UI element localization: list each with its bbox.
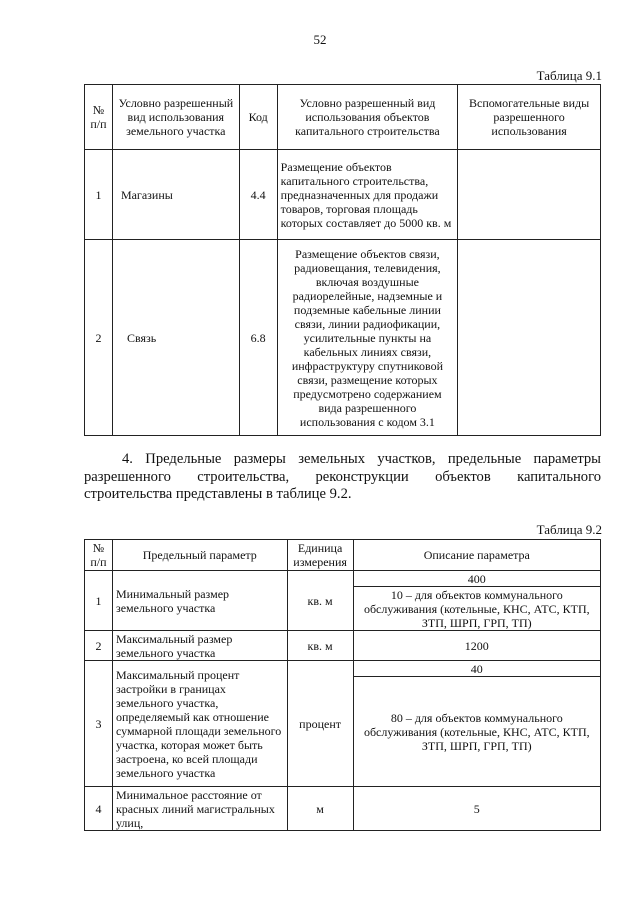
cell-aux <box>458 240 601 436</box>
cell-desc: 80 – для объектов коммунального обслуживания (котельные, КНС, АТС, КТП, ЗТП, ШРП, ГРП, ТП) <box>353 677 600 787</box>
cell-num: 4 <box>85 787 113 831</box>
cell-unit: кв. м <box>287 571 353 631</box>
cell-capital: Размещение объектов связи, радиовещания, телевидения, включая воздушные радиорелейные, надземные и подземные кабельные линии связи, линии радиофикации, усилительные пункты на кабельных линиях связи, инфраструктуру спутниковой связи, размещение которых предусмотрено содержанием вида разрешенного использования с кодом 3.1 <box>277 240 458 436</box>
cell-param: Минимальный размер земельного участка <box>112 571 287 631</box>
paragraph: 4. Предельные размеры земельных участков, предельные параметры разрешенного строительства, реконструкции объектов капитального строительства представлены в таблице 9.2. <box>84 451 601 502</box>
cell-num: 1 <box>85 571 113 631</box>
table-row <box>85 150 601 240</box>
table-header-row <box>85 540 601 571</box>
header-capital: Условно разрешенный вид использования объектов капитального строительства <box>277 85 458 150</box>
header-desc: Описание параметра <box>353 540 600 571</box>
header-use: Условно разрешенный вид использования земельного участка <box>112 85 239 150</box>
cell-use: Связь <box>112 240 239 436</box>
header-num: № п/п <box>85 85 113 150</box>
table-row <box>85 631 601 661</box>
cell-code: 6.8 <box>239 240 277 436</box>
cell-desc: 10 – для объектов коммунального обслуживания (котельные, КНС, АТС, КТП, ЗТП, ШРП, ГРП, ТП) <box>353 587 600 631</box>
cell-unit: процент <box>287 661 353 787</box>
cell-num: 2 <box>85 240 113 436</box>
table-caption: Таблица 9.1 <box>536 68 602 83</box>
header-num: № п/п <box>85 540 113 571</box>
cell-unit: м <box>287 787 353 831</box>
cell-num: 1 <box>85 150 113 240</box>
cell-param: Минимальное расстояние от красных линий магистральных улиц, <box>112 787 287 831</box>
table-header-row <box>85 85 601 150</box>
cell-param: Максимальный процент застройки в границах земельного участка, определяемый как отношение суммарной площади земельного участка, которая может быть застроена, ко всей площади земельного участка <box>112 661 287 787</box>
cell-code: 4.4 <box>239 150 277 240</box>
header-code: Код <box>239 85 277 150</box>
table-row <box>85 240 601 436</box>
header-unit: Единица измерения <box>287 540 353 571</box>
page-number: 52 <box>313 32 327 47</box>
cell-capital: Размещение объектов капитального строительства, предназначенных для продажи товаров, торговая площадь которых составляет до 5000 кв. м <box>277 150 458 240</box>
limit-params-table <box>84 539 601 831</box>
header-param: Предельный параметр <box>112 540 287 571</box>
cell-use: Магазины <box>112 150 239 240</box>
cell-aux <box>458 150 601 240</box>
cell-desc: 5 <box>353 787 600 831</box>
cell-num: 2 <box>85 631 113 661</box>
cell-unit: кв. м <box>287 631 353 661</box>
cell-param: Максимальный размер земельного участка <box>112 631 287 661</box>
cell-desc: 40 <box>353 661 600 677</box>
table-row <box>85 661 601 677</box>
cell-desc: 400 <box>353 571 600 587</box>
cell-num: 3 <box>85 661 113 787</box>
table-row <box>85 787 601 831</box>
header-aux: Вспомогательные виды разрешенного использования <box>458 85 601 150</box>
table-caption: Таблица 9.2 <box>536 522 602 537</box>
permitted-use-table <box>84 84 601 436</box>
cell-desc: 1200 <box>353 631 600 661</box>
table-row <box>85 571 601 587</box>
